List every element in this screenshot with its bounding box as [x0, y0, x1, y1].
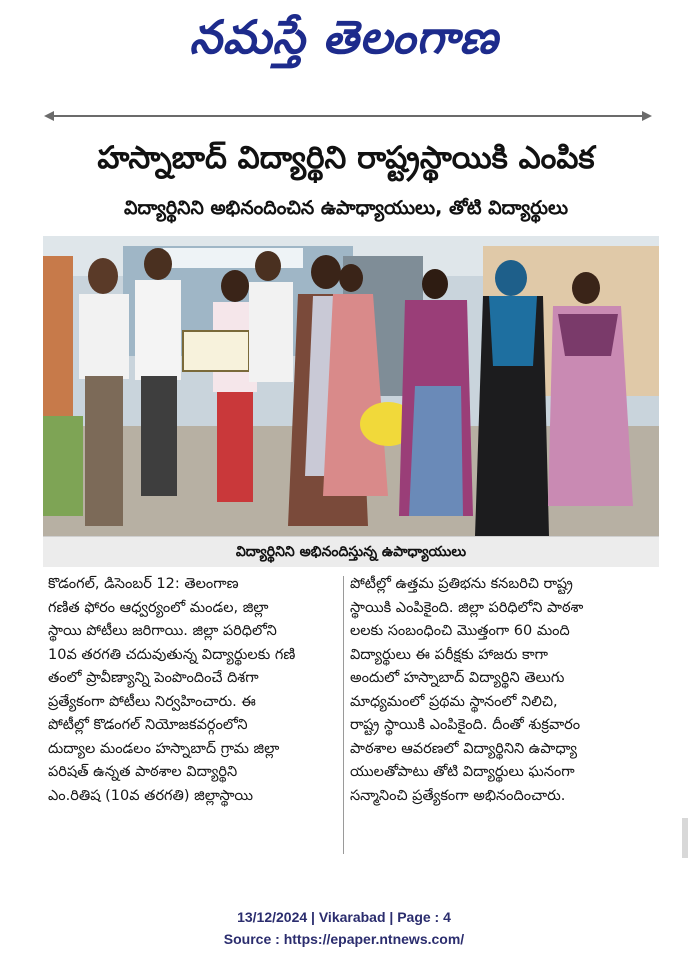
body-line: లలకు సంబంధించి మొత్తంగా 60 మంది	[350, 623, 570, 639]
body-line: రాష్ట్ర స్థాయికి ఎంపికైంది. దీంతో శుక్రవారం	[350, 717, 581, 733]
body-line: ప్రత్యేకంగా పోటీలు నిర్వహించారు. ఈ	[48, 693, 256, 710]
body-line: దుద్యాల మండలం హస్నాబాద్ గ్రామ జిల్లా	[48, 740, 280, 757]
body-line: స్థాయి పోటీలు జరిగాయి. జిల్లా పరిధిలోని	[48, 623, 277, 639]
article-subheadline: విద్యార్థినిని అభినందించిన ఉపాధ్యాయులు, తోటి విద్యార్థులు	[123, 197, 569, 219]
body-line: స్థాయికి ఎంపికైంది. జిల్లా పరిధిలోని పాఠశా	[350, 599, 584, 616]
body-line: మాధ్యమంలో ప్రథమ స్థానంలో నిలిచి,	[350, 693, 558, 710]
body-line: యులతోపాటు తోటి విద్యార్థులు ఘనంగా	[350, 764, 575, 780]
body-line: గణిత ఫోరం ఆధ్వర్యంలో మండల, జిల్లా	[48, 599, 269, 616]
body-line: కొడంగల్, డిసెంబర్ 12: తెలంగాణ	[48, 576, 239, 592]
body-line: పోటీల్లో కొడంగల్ నియోజకవర్గంలోని	[48, 717, 248, 733]
body-line: తంలో ప్రావీణ్యాన్ని పెంపొందించే దిశగా	[48, 670, 259, 686]
body-line: విద్యార్థులు ఈ పరీక్షకు హాజరు కాగా	[350, 646, 548, 663]
article-headline: హస్నాబాద్ విద్యార్థిని రాష్ట్రస్థాయికి ఎంపిక	[97, 140, 595, 176]
photo-caption: విద్యార్థినిని అభినందిస్తున్న ఉపాధ్యాయులు	[43, 536, 659, 567]
body-line: అందులో హస్నాబాద్ విద్యార్థిని తెలుగు	[350, 670, 565, 686]
body-line: పోటీల్లో ఉత్తమ ప్రతిభను కనబరిచి రాష్ట్ర	[350, 576, 573, 592]
column-divider	[343, 576, 344, 854]
article-body-right-column	[350, 573, 650, 808]
source-link[interactable]: Source : https://epaper.ntnews.com/	[223, 931, 465, 947]
body-line: 10వ తరగతి చదువుతున్న విద్యార్థులకు గణి	[48, 646, 296, 663]
article-photo	[43, 236, 659, 536]
body-line: పాఠశాల ఆవరణలో విద్యార్థినిని ఉపాధ్యా	[350, 740, 578, 757]
body-line: ఎం.రితిష (10వ తరగతి) జిల్లాస్థాయి	[48, 787, 254, 804]
newspaper-logo: నమస్తే తెలంగాణ	[189, 10, 499, 64]
page-footer	[0, 906, 688, 950]
adjacent-article-edge	[682, 818, 688, 858]
masthead	[0, 4, 688, 70]
double-arrow-rule-icon	[44, 109, 652, 123]
section-divider-rule	[44, 108, 652, 122]
body-line: పరిషత్ ఉన్నత పాఠశాల విద్యార్థిని	[48, 764, 238, 780]
edition-info: 13/12/2024 | Vikarabad | Page : 4	[237, 909, 451, 925]
group-photo-illustration	[43, 236, 659, 536]
body-line: సన్మానించి ప్రత్యేకంగా అభినందించారు.	[350, 787, 566, 804]
article-body-left-column	[48, 573, 348, 808]
